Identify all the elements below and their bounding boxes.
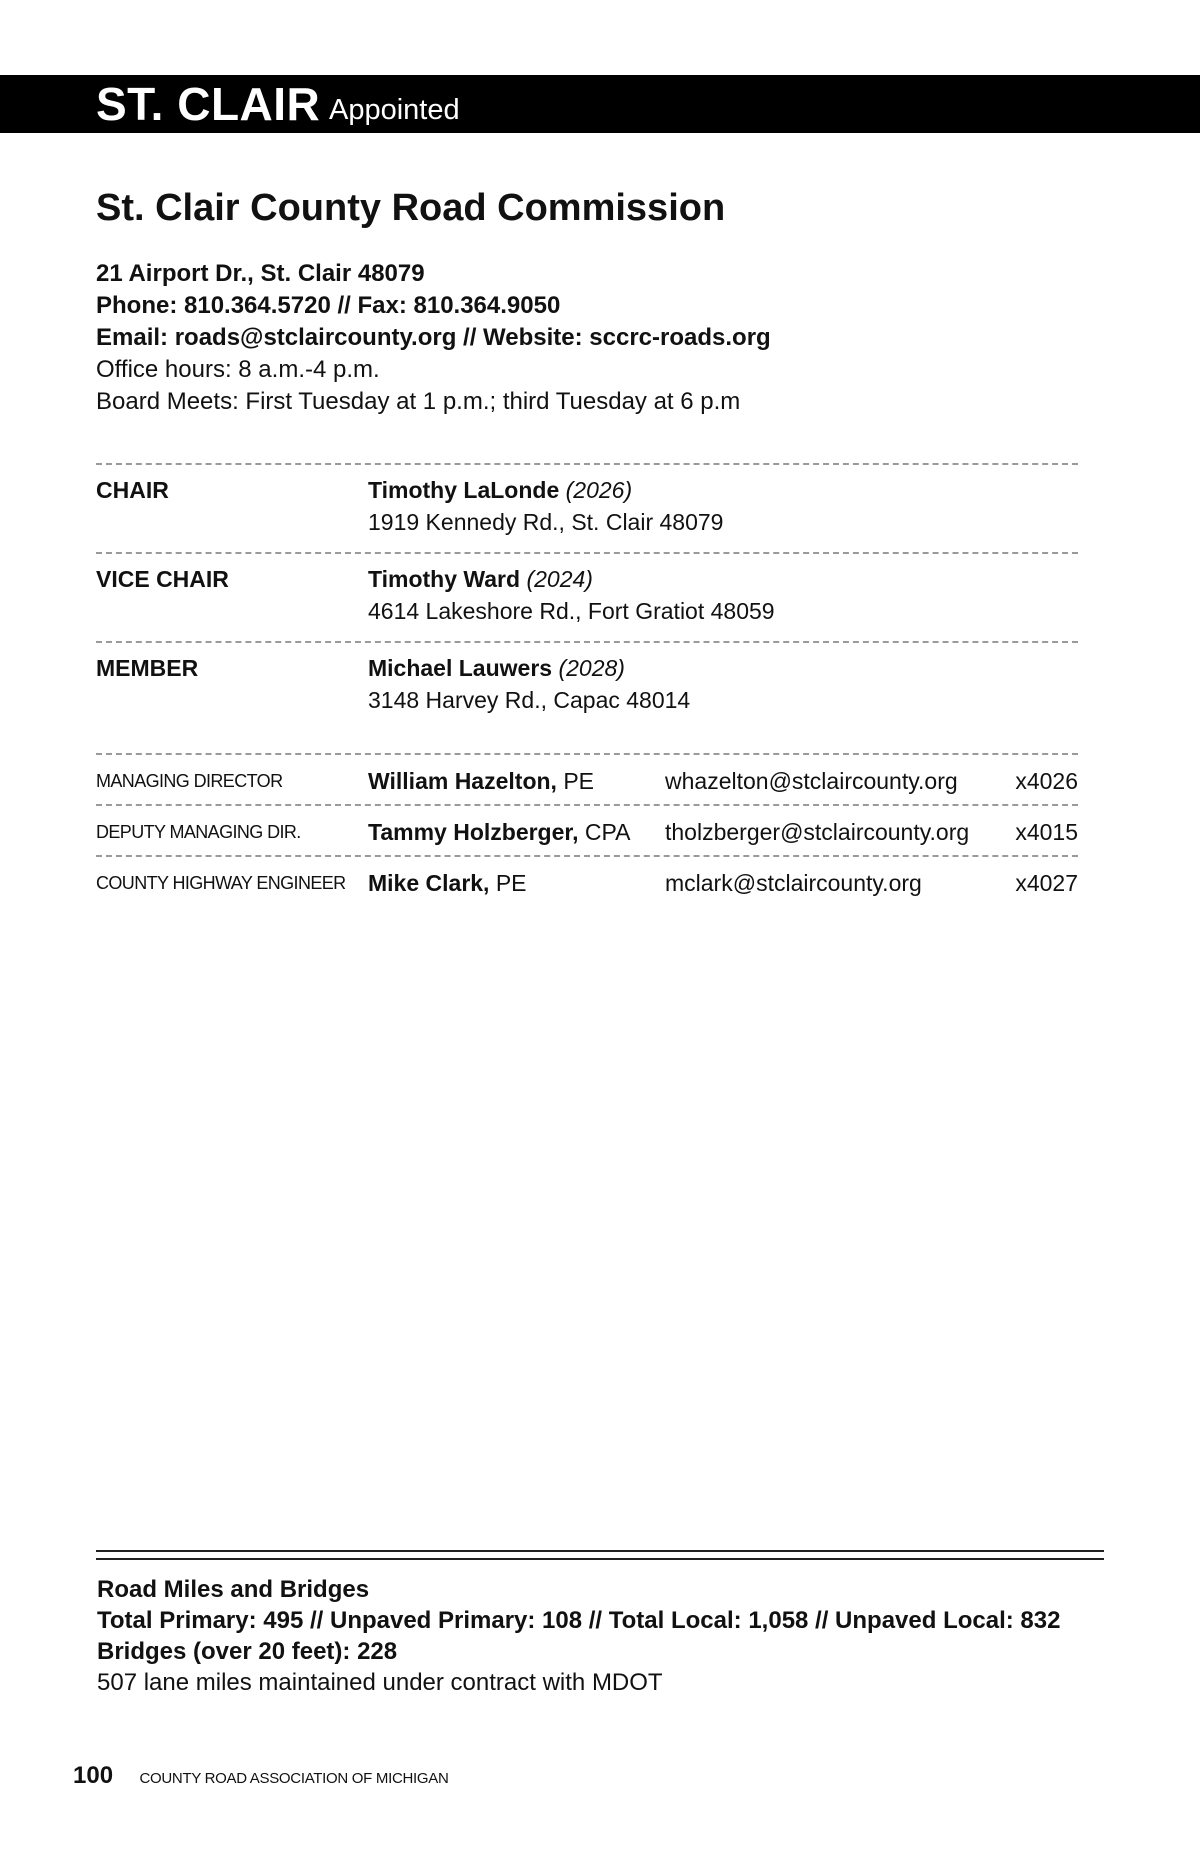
staff-row xyxy=(96,812,1078,852)
staff-extension: x4015 xyxy=(1015,819,1078,845)
board-member-details xyxy=(368,563,775,627)
board-role: CHAIR xyxy=(96,477,169,503)
divider xyxy=(96,463,1078,465)
agency-name: St. Clair County Road Commission xyxy=(96,187,726,229)
board-meetings: Board Meets: First Tuesday at 1 p.m.; third Tuesday at 6 p.m xyxy=(96,388,741,415)
board-member-name: Timothy LaLonde xyxy=(368,477,560,503)
staff-title: MANAGING DIRECTOR xyxy=(96,771,283,791)
staff-email: mclark@stclaircounty.org xyxy=(665,870,922,896)
staff-extension: x4026 xyxy=(1015,768,1078,794)
agency-email-website: Email: roads@stclaircounty.org // Website: sccrc-roads.org xyxy=(96,324,771,351)
staff-name: Mike Clark, xyxy=(368,870,490,896)
divider xyxy=(96,855,1078,857)
staff-credential: PE xyxy=(556,768,595,794)
board-member-address: 1919 Kennedy Rd., St. Clair 48079 xyxy=(368,509,724,535)
staff-title: COUNTY HIGHWAY ENGINEER xyxy=(96,873,346,893)
road-miles-heading: Road Miles and Bridges xyxy=(97,1576,370,1603)
board-member-row xyxy=(96,474,1078,538)
board-member-address: 3148 Harvey Rd., Capac 48014 xyxy=(368,687,691,713)
commission-type: Appointed xyxy=(329,94,460,126)
office-hours: Office hours: 8 a.m.-4 p.m. xyxy=(96,356,380,383)
divider xyxy=(96,753,1078,755)
county-name: ST. CLAIR xyxy=(96,78,321,130)
staff-name: Tammy Holzberger, xyxy=(368,819,579,845)
staff-credential: CPA xyxy=(578,819,631,845)
staff-person xyxy=(368,863,527,903)
staff-title: DEPUTY MANAGING DIR. xyxy=(96,822,301,842)
staff-person xyxy=(368,812,630,852)
agency-phone-fax: Phone: 810.364.5720 // Fax: 810.364.9050 xyxy=(96,292,561,319)
staff-name: William Hazelton, xyxy=(368,768,557,794)
staff-extension: x4027 xyxy=(1015,870,1078,896)
board-member-details xyxy=(368,474,723,538)
divider xyxy=(96,641,1078,643)
staff-person xyxy=(368,761,594,801)
staff-email: whazelton@stclaircounty.org xyxy=(665,768,958,794)
agency-contact-block xyxy=(96,258,771,418)
board-term: (2026) xyxy=(565,477,633,503)
board-term: (2028) xyxy=(558,655,625,681)
page-number: 100 xyxy=(73,1762,114,1789)
board-member-row xyxy=(96,563,1078,627)
board-member-name: Timothy Ward xyxy=(368,566,521,592)
lane-miles-note: 507 lane miles maintained under contract with MDOT xyxy=(97,1669,663,1696)
board-role: VICE CHAIR xyxy=(96,566,229,592)
publication-name: COUNTY ROAD ASSOCIATION OF MICHIGAN xyxy=(139,1770,449,1787)
staff-email: tholzberger@stclaircounty.org xyxy=(665,819,970,845)
bridges-count: Bridges (over 20 feet): 228 xyxy=(97,1638,398,1665)
divider xyxy=(96,552,1078,554)
page-footer xyxy=(73,1762,448,1790)
road-miles-totals: Total Primary: 495 // Unpaved Primary: 108 // Total Local: 1,058 // Unpaved Local: 832 xyxy=(97,1607,1061,1634)
agency-address: 21 Airport Dr., St. Clair 48079 xyxy=(96,260,425,287)
section-rule xyxy=(96,1558,1104,1560)
board-member-details xyxy=(368,652,690,716)
board-member-row xyxy=(96,652,1078,716)
road-miles-section xyxy=(97,1574,1060,1698)
county-header-banner xyxy=(0,75,1200,133)
board-term: (2024) xyxy=(526,566,593,592)
section-rule xyxy=(96,1550,1104,1552)
board-role: MEMBER xyxy=(96,655,199,681)
board-member-address: 4614 Lakeshore Rd., Fort Gratiot 48059 xyxy=(368,598,775,624)
staff-row xyxy=(96,761,1078,801)
staff-credential: PE xyxy=(489,870,527,896)
divider xyxy=(96,804,1078,806)
board-member-name: Michael Lauwers xyxy=(368,655,553,681)
staff-row xyxy=(96,863,1078,903)
